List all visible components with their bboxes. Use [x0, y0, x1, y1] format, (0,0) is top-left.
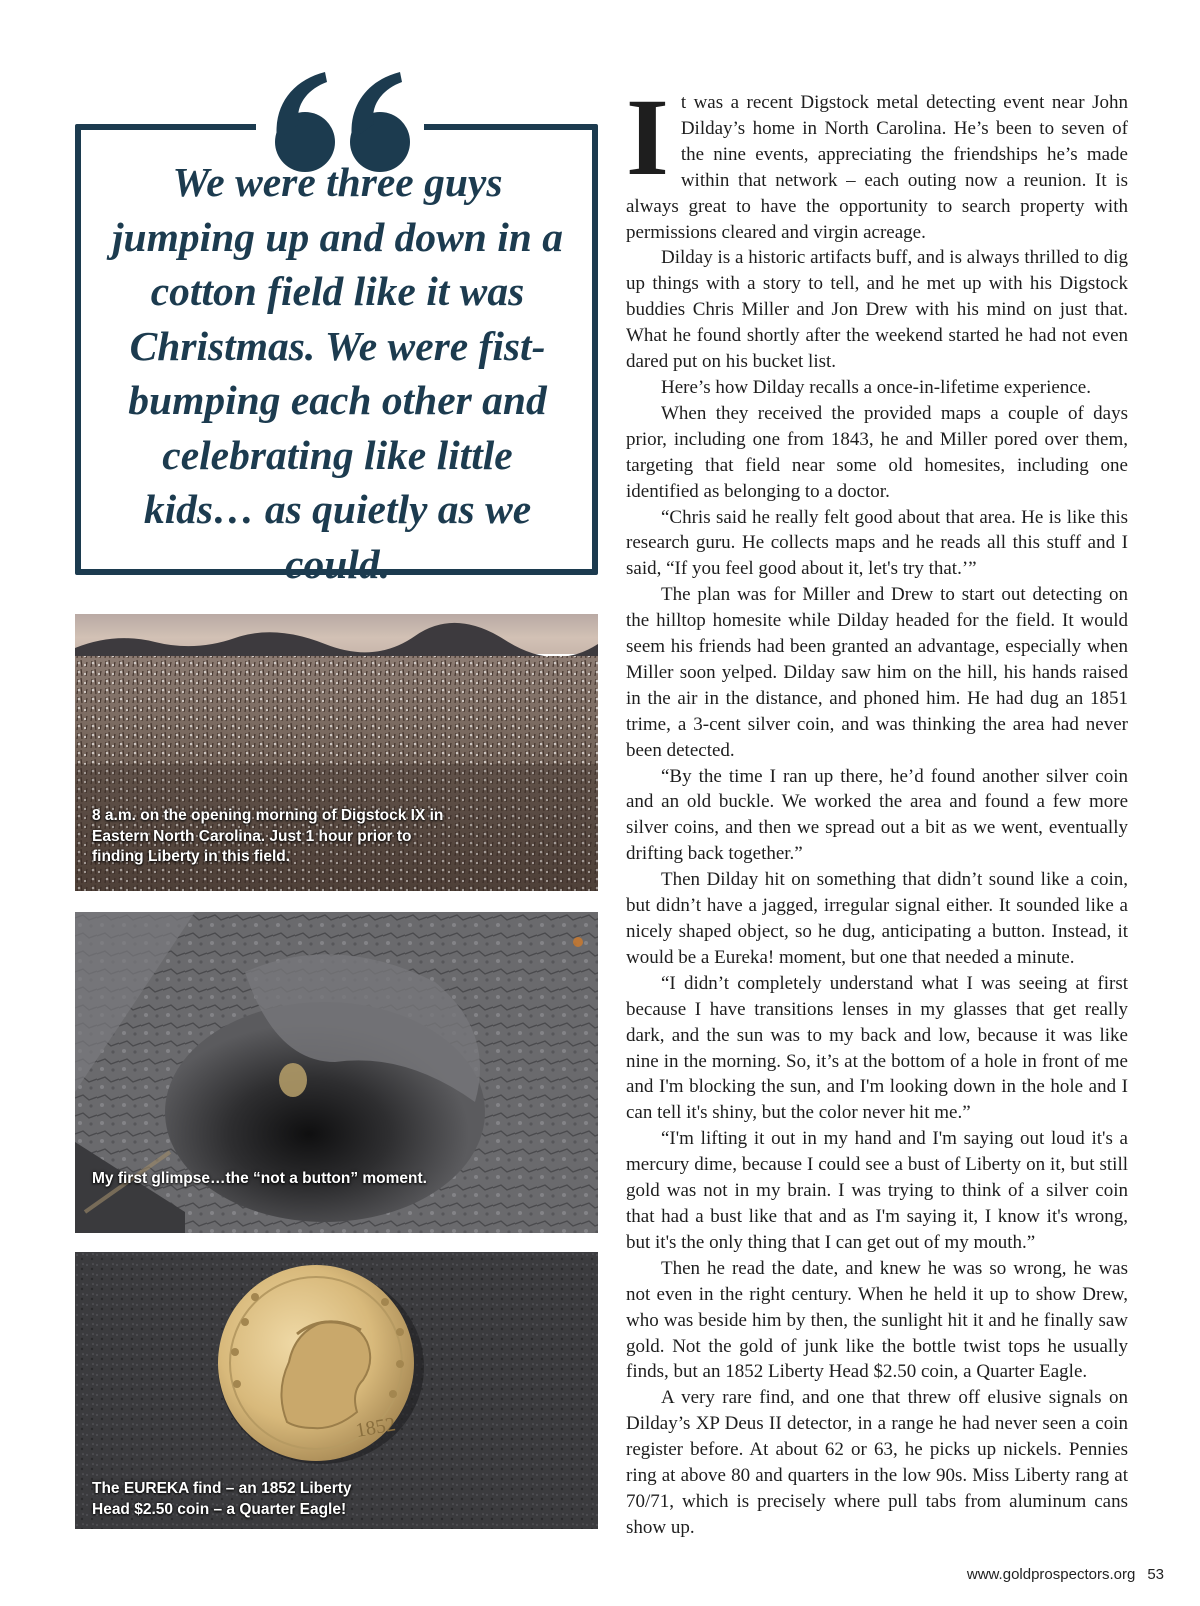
drop-cap: I [626, 76, 669, 198]
photo-cotton-field [75, 614, 598, 891]
article-paragraph: A very rare find, and one that threw off elusive signals on Dilday’s XP Deus II detector, in a range he had never seen a coin register before. At about 62 or 63, he picks up nickels. Pennies ring at above 80 and quarters in the low 90s. Miss Liberty rang at 70/71, which is precisely where pull tabs from aluminum cans show up. [626, 1387, 1128, 1538]
page-number: 53 [1147, 1566, 1164, 1583]
article-paragraph: “I'm lifting it out in my hand and I'm saying out loud it's a mercury dime, because I could see a bust of Liberty on it, but still gold was not in my brain. I was trying to think of a silver coin that had a bust like that and as I'm saying it, I know it's wrong, but it's the only thing that I can get out of my mouth.” [626, 1128, 1128, 1253]
footer-website-link[interactable]: www.goldprospectors.org [966, 1566, 1136, 1583]
photo-caption-coin: The EUREKA find – an 1852 Liberty Head $2.50 coin – a Quarter Eagle! [92, 1480, 352, 1518]
photo-caption-hole: My first glimpse…the “not a button” moment. [92, 1170, 427, 1187]
article-paragraph: The plan was for Miller and Drew to start out detecting on the hilltop homesite while Dilday headed for the field. It would seem his friends had been granted an advantage, especially when Miller soon yelped. Dilday saw him on the hill, his hands raised in the air in the distance, and phoned him. He had dug an 1851 trime, a 3-cent silver coin, and was thinking the area had never been detected. [626, 584, 1128, 761]
pull-quote-text: We were three guys jumping up and down in a cotton field like it was Christmas. We were fist-bumping each other and celebrating like little kids… as quietly as we could. [112, 159, 563, 587]
article-paragraph: Then Dilday hit on something that didn’t sound like a coin, but didn’t have a jagged, irregular signal either. It sounded like a nicely shaped object, so he dug, anticipating a button. Instead, it would be a Eureka! moment, but one that needed a minute. [626, 869, 1128, 968]
photo-gold-coin [75, 1252, 598, 1529]
article-paragraph: Then he read the date, and knew he was so wrong, he was not even in the right century. When he held it up to show Drew, who was beside him by then, the sunlight hit it and he finally saw gold. Not the gold of junk like the bottle twist tops he usually finds, but an 1852 Liberty Head $2.50 coin, a Quarter Eagle. [626, 1257, 1128, 1383]
photo-caption-field: 8 a.m. on the opening morning of Digstock IX in Eastern North Carolina. Just 1 hour prior to finding Liberty in this field. [92, 807, 444, 865]
article-paragraph: Dilday is a historic artifacts buff, and is always thrilled to dig up things with a story to tell, and he met up with his Digstock buddies Chris Miller and Jon Drew with his mind on just that. What he found shortly after the weekend started he had not even dared put on his bucket list. [626, 247, 1128, 373]
article-paragraph: When they received the provided maps a couple of days prior, including one from 1843, he and Miller pored over them, targeting that field near some old homesites, including one identified as belonging to a doctor. [626, 402, 1128, 502]
coin-date: 1852 [354, 1413, 398, 1442]
article-paragraph: “Chris said he really felt good about that area. He is like this research guru. He collects maps and he reads all this stuff and I said, “If you feel good about it, let's try that.’” [626, 506, 1128, 580]
article-paragraph: Here’s how Dilday recalls a once-in-lifetime experience. [661, 376, 1091, 398]
article-paragraph: It was a recent Digstock metal detecting event near John Dilday’s home in North Carolina. He’s been to seven of the nine events, appreciating the friendships he’s made within that network – each outing now a reunion. It is always great to have the opportunity to search property with permissions cleared and virgin acreage. [626, 76, 1128, 243]
photo-dig-hole [75, 912, 598, 1233]
page-footer [967, 1566, 1164, 1583]
article-paragraph: “By the time I ran up there, he’d found another silver coin and an old buckle. We worked the area and found a few more silver coins, and then we spread out a bit as we went, eventually drifting back together.” [626, 765, 1128, 865]
article-paragraph: “I didn’t completely understand what I was seeing at first because I have transitions lenses in my glasses that get really dark, and the sun was to my back and low, because it was like nine in the morning. So, it’s at the bottom of a hole in front of me and I'm blocking the sun, and I'm looking down in the hole and I can tell it's shiny, but the color never hit me.” [626, 972, 1128, 1124]
article-body [626, 76, 1128, 1541]
